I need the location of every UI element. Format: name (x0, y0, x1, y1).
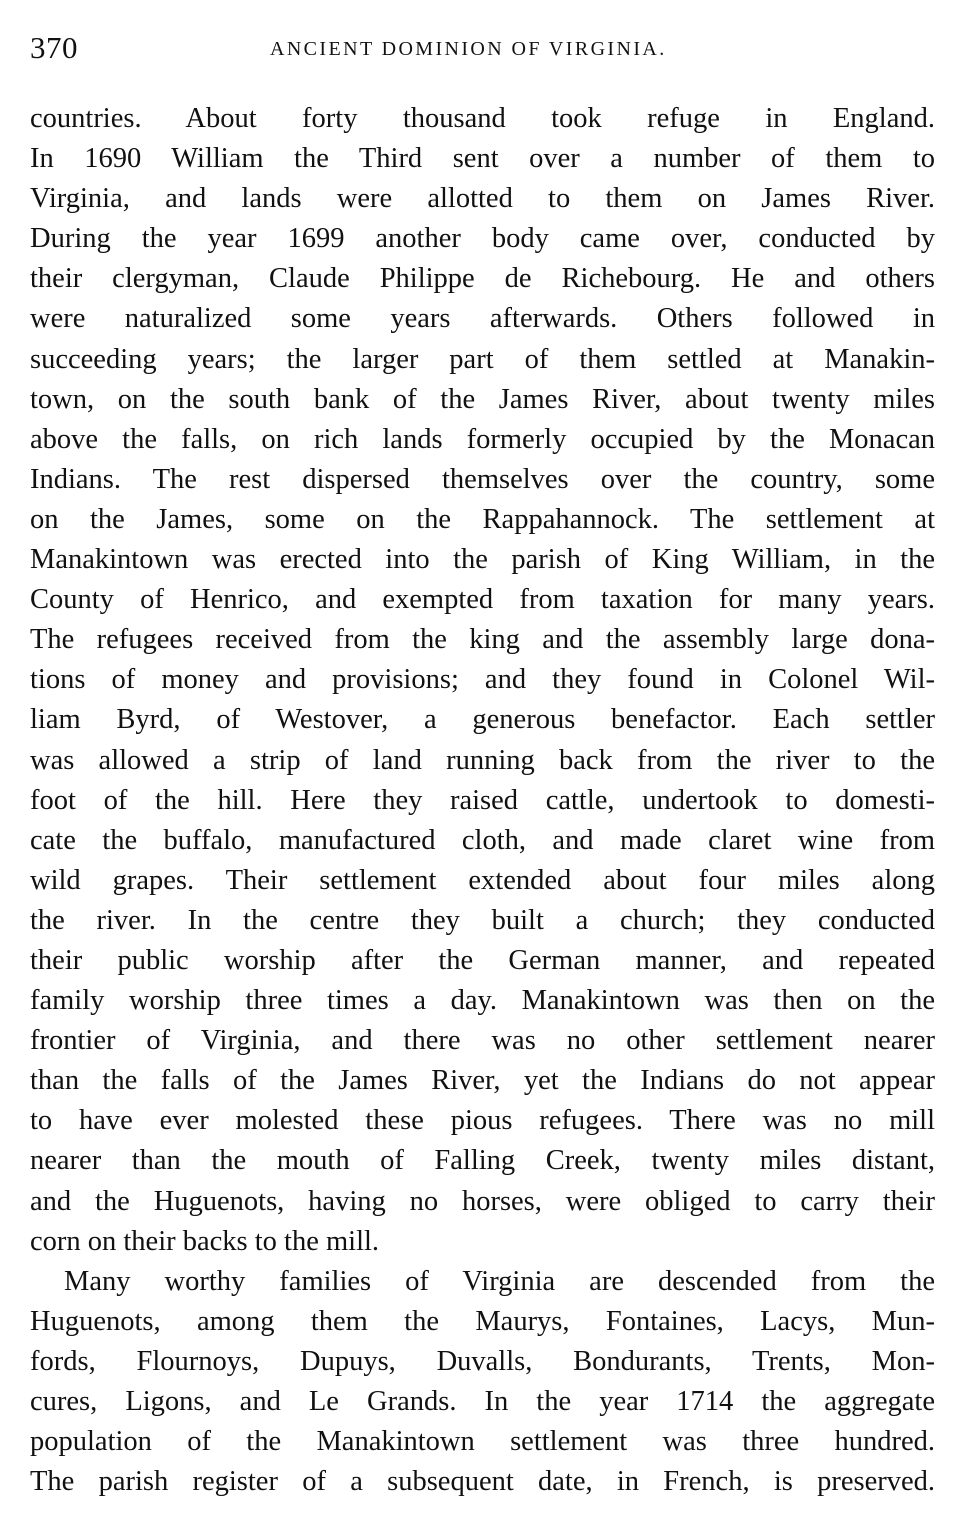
text-line: Huguenots, among them the Maurys, Fontaines, Lacys, Mun- (30, 1305, 935, 1337)
text-line: Virginia, and lands were allotted to them on James River. (30, 183, 935, 215)
text-line: The parish register of a subsequent date, in French, is preserved. (30, 1466, 935, 1498)
running-head: ANCIENT DOMINION OF VIRGINIA. (270, 38, 667, 60)
text-line: above the falls, on rich lands formerly occupied by the Monacan (30, 423, 935, 455)
text-line: than the falls of the James River, yet the Indians do not appear (30, 1065, 935, 1097)
text-line: frontier of Virginia, and there was no other settlement nearer (30, 1025, 935, 1057)
text-line: fords, Flournoys, Dupuys, Duvalls, Bondurants, Trents, Mon- (30, 1345, 935, 1377)
text-line: family worship three times a day. Manakintown was then on the (30, 985, 935, 1017)
page-number: 370 (30, 30, 78, 65)
text-line: and the Huguenots, having no horses, were obliged to carry their (30, 1185, 935, 1217)
text-line: corn on their backs to the mill. (30, 1225, 380, 1257)
text-line: was allowed a strip of land running back from the river to the (30, 744, 935, 776)
text-line: cures, Ligons, and Le Grands. In the year 1714 the aggregate (30, 1386, 935, 1417)
body-text (30, 99, 935, 1502)
text-line: During the year 1699 another body came over, conducted by (30, 223, 935, 255)
text-line: Manakintown was erected into the parish of King William, in the (30, 544, 935, 576)
text-line: County of Henrico, and exempted from taxation for many years. (30, 584, 935, 616)
text-line: The refugees received from the king and the assembly large dona- (30, 624, 935, 656)
text-line: to have ever molested these pious refugees. There was no mill (30, 1105, 935, 1137)
text-line: succeeding years; the larger part of them settled at Manakin- (30, 343, 935, 375)
text-line: countries. About forty thousand took refuge in England. (30, 103, 935, 134)
text-line: Indians. The rest dispersed themselves over the country, some (30, 463, 935, 495)
text-line: their public worship after the German manner, and repeated (30, 944, 935, 976)
text-line: cate the buffalo, manufactured cloth, and made claret wine from (30, 824, 935, 856)
text-line: their clergyman, Claude Philippe de Richebourg. He and others (30, 263, 935, 295)
text-line: on the James, some on the Rappahannock. The settlement at (30, 503, 935, 535)
paragraph-1 (30, 99, 935, 1262)
text-line: Many worthy families of Virginia are descended from the (64, 1265, 935, 1297)
text-line: In 1690 William the Third sent over a number of them to (30, 143, 935, 175)
paragraph-2 (30, 1262, 935, 1503)
text-line: tions of money and provisions; and they found in Colonel Wil- (30, 664, 935, 696)
text-line: foot of the hill. Here they raised cattle, undertook to domesti- (30, 784, 935, 816)
text-line: the river. In the centre they built a church; they conducted (30, 904, 935, 936)
text-line: liam Byrd, of Westover, a generous benefactor. Each settler (30, 704, 935, 736)
text-line: nearer than the mouth of Falling Creek, twenty miles distant, (30, 1145, 935, 1177)
text-line: wild grapes. Their settlement extended about four miles along (30, 864, 935, 896)
text-line: were naturalized some years afterwards. Others followed in (30, 303, 935, 335)
text-line: town, on the south bank of the James River, about twenty miles (30, 383, 935, 415)
page-header (30, 28, 935, 68)
text-line: population of the Manakintown settlement was three hundred. (30, 1426, 935, 1458)
